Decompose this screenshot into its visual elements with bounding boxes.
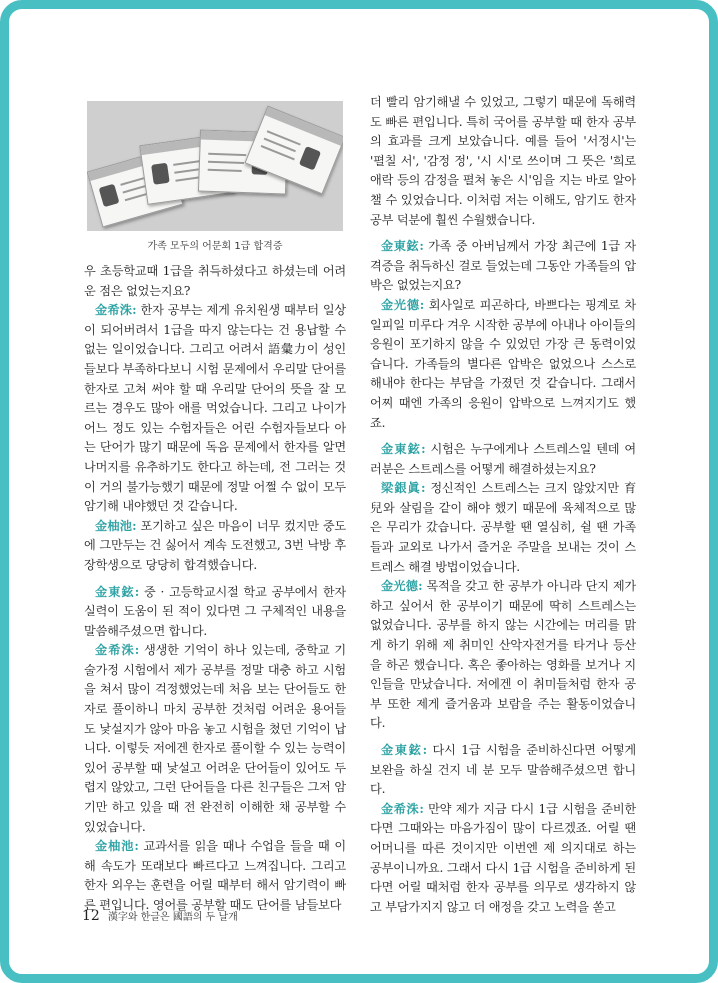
speaker-name: 金東鉉:: [95, 584, 140, 599]
speaker-name: 金柚池:: [95, 839, 139, 854]
paragraph: [370, 440, 636, 479]
speaker-name: 金希洙:: [95, 643, 140, 658]
speaker-name: 金柚池:: [95, 518, 137, 533]
speaker-name: 金光德:: [381, 297, 425, 312]
paragraph: [84, 517, 346, 576]
paragraph-text: 교과서를 읽을 때나 수업을 들을 때 이해 속도가 또래보다 빠르다고 느껴집니다. 그리고 한자 외우는 훈련을 어릴 때부터 해서 암기력이 빠른 편입니다. 영어를 공부할 때도 단어를 남들보다: [84, 839, 346, 912]
paragraph: [84, 262, 346, 301]
paragraph: [370, 479, 636, 577]
paragraph: [370, 296, 636, 433]
paragraph: [370, 741, 636, 800]
paragraph-text: 생생한 기억이 하나 있는데, 중학교 기술가정 시험에서 제가 공부를 정말 대충 하고 시험을 쳐서 많이 걱정했었는데 처음 보는 단어들도 한자로 풀이하니 마치 공부한 것처럼 어려운 용어들도 낯설지가 않아 마음 놓고 시험을 쳤던 기억이 납니다. 이렇듯 저에겐 한자로 풀이할 수 있는 능력이 있어 공부할 때 낯설고 어려운 단어들이 있어도 두렵지 않았고, 그런 단어들을 다른 친구들은 그저 암기만 하고 있을 때 전 완전히 이해한 채 공부할 수 있었습니다.: [84, 643, 346, 834]
speaker-name: 金東鉉:: [381, 743, 427, 757]
paragraph-text: 만약 제가 지금 다시 1급 시험을 준비한다면 그때와는 마음가짐이 많이 다르겠죠. 어릴 땐 어머니를 따른 것이지만 이번엔 제 의지대로 하는 공부이니까요. 그래서 다시 1급 시험을 준비하게 된다면 어릴 때처럼 한자 공부를 의무로 생각하지 않고 부담가지지 않고 더 애정을 갖고 노력을 쏟고: [370, 801, 636, 914]
page-footer: [82, 908, 238, 924]
paragraph-text: 가족 중 아버님께서 가장 최근에 1급 자격증을 취득하신 걸로 들었는데 그동안 가족들의 압박은 없었는지요?: [370, 239, 636, 293]
certificate-photo: [87, 101, 343, 231]
paragraph-text: 우 초등학교때 1급을 취득하셨다고 하셨는데 어려운 점은 없었는지요?: [84, 264, 346, 298]
paragraph-text: 회사일로 피곤하다, 바쁘다는 핑계로 차일피일 미루다 겨우 시작한 공부에 아내나 아이들의 응원이 포기하지 않을 수 있었던 가장 큰 동력이었습니다. 가족들의 별다른 압박은 없었으나 스스로 해내야 한다는 부담을 가졌던 것 같습니다. 그래서 어찌 때엔 가족의 응원이 압박으로 느껴지기도 했죠.: [370, 297, 637, 430]
page-number: 12: [82, 908, 100, 924]
speaker-name: 金希洙:: [95, 303, 137, 318]
photo-caption: 가족 모두의 어문회 1급 합격증: [147, 241, 283, 252]
paragraph-text: 시험은 누구에게나 스트레스일 텐데 여러분은 스트레스를 어떻게 해결하셨는지요?: [370, 442, 637, 476]
paragraph: [370, 800, 636, 918]
paragraph: [84, 837, 346, 915]
paragraph-text: 한자 공부는 제게 유치원생 때부터 일상이 되어버려서 1급을 따지 않는다는 건 용납할 수 없는 일이었습니다. 그리고 어려서 語彙力이 성인들보다 부족하다보니 시험 문제에서 우리말 단어를 한자로 고쳐 써야 할 때 우리말 단어의 뜻을 잘 모르는 경우도 많아 애를 먹었습니다. 그리고 나이가 어느 정도 있는 수험자들은 어린 수험자들보다 아는 단어가 많기 때문에 독음 문제에서 한자를 알면 나머지를 유추하기도 한다고 하는데, 전 그러는 것이 거의 불가능했기 때문에 정말 어쩔 수 없이 모두 암기해 내야했던 것 같습니다.: [84, 303, 346, 514]
right-text-column: [370, 93, 636, 917]
speaker-name: 金希洙:: [381, 801, 424, 816]
paragraph: [370, 237, 636, 296]
paragraph: [370, 93, 636, 230]
paragraph: [370, 577, 636, 734]
paragraph: [84, 301, 346, 517]
paragraph-text: 더 빨리 암기해낼 수 있었고, 그렇기 때문에 독해력도 빠른 편입니다. 특히 국어를 공부할 때 한자 공부의 효과를 크게 보았습니다. 예를 들어 '서정시'는 '펼칠 서', '감정 정', '시 시'로 쓰이며 그 뜻은 '희로애락 등의 감정을 펼쳐 놓은 시'임을 지는 바로 알아챌 수 있었습니다. 이처럼 저는 이해도, 암기도 한자 공부 덕분에 훨씬 수월했습니다.: [370, 95, 636, 227]
paragraph: [84, 641, 346, 837]
paragraph: [84, 583, 346, 642]
running-title: 漢字와 한글은 國語의 두 날개: [107, 912, 238, 923]
speaker-name: 金東鉉:: [381, 239, 424, 254]
paragraph-text: 다시 1급 시험을 준비하신다면 어떻게 보완을 하실 건지 네 분 모두 말씀해주셨으면 합니다.: [370, 743, 636, 797]
paragraph-text: 포기하고 싶은 마음이 너무 컸지만 중도에 그만두는 건 싫어서 계속 도전했고, 3번 낙방 후 장학생으로 당당히 합격했습니다.: [84, 518, 346, 572]
speaker-name: 金光德:: [381, 579, 423, 594]
paragraph-text: 중 · 고등학교시절 학교 공부에서 한자 실력이 도움이 된 적이 있다면 그 구체적인 내용을 말씀해주셨으면 합니다.: [84, 584, 346, 638]
speaker-name: 金東鉉:: [381, 442, 426, 457]
paragraph-text: 목적을 갖고 한 공부가 아니라 단지 제가 하고 싶어서 한 공부이기 때문에 딱히 스트레스는 없었습니다. 공부를 하지 않는 시간에는 머리를 맑게 하기 위해 제 취미인 산악자전거를 타거나 등산을 하곤 했습니다. 혹은 좋아하는 영화를 보거나 지인들을 만났습니다. 저에겐 이 취미들처럼 한자 공부 또한 제게 즐거움과 보람을 주는 활동이었습니다.: [370, 579, 637, 731]
left-text-column: [84, 262, 346, 916]
paragraph-text: 정신적인 스트레스는 크지 않았지만 育兒와 살림을 같이 해야 했기 때문에 육체적으로 많은 무리가 갔습니다. 공부할 땐 열심히, 쉴 땐 가족들과 교외로 나가서 즐거운 주말을 보내는 것이 스트레스 해결 방법이었습니다.: [370, 481, 636, 574]
speaker-name: 梁銀眞:: [381, 481, 426, 496]
